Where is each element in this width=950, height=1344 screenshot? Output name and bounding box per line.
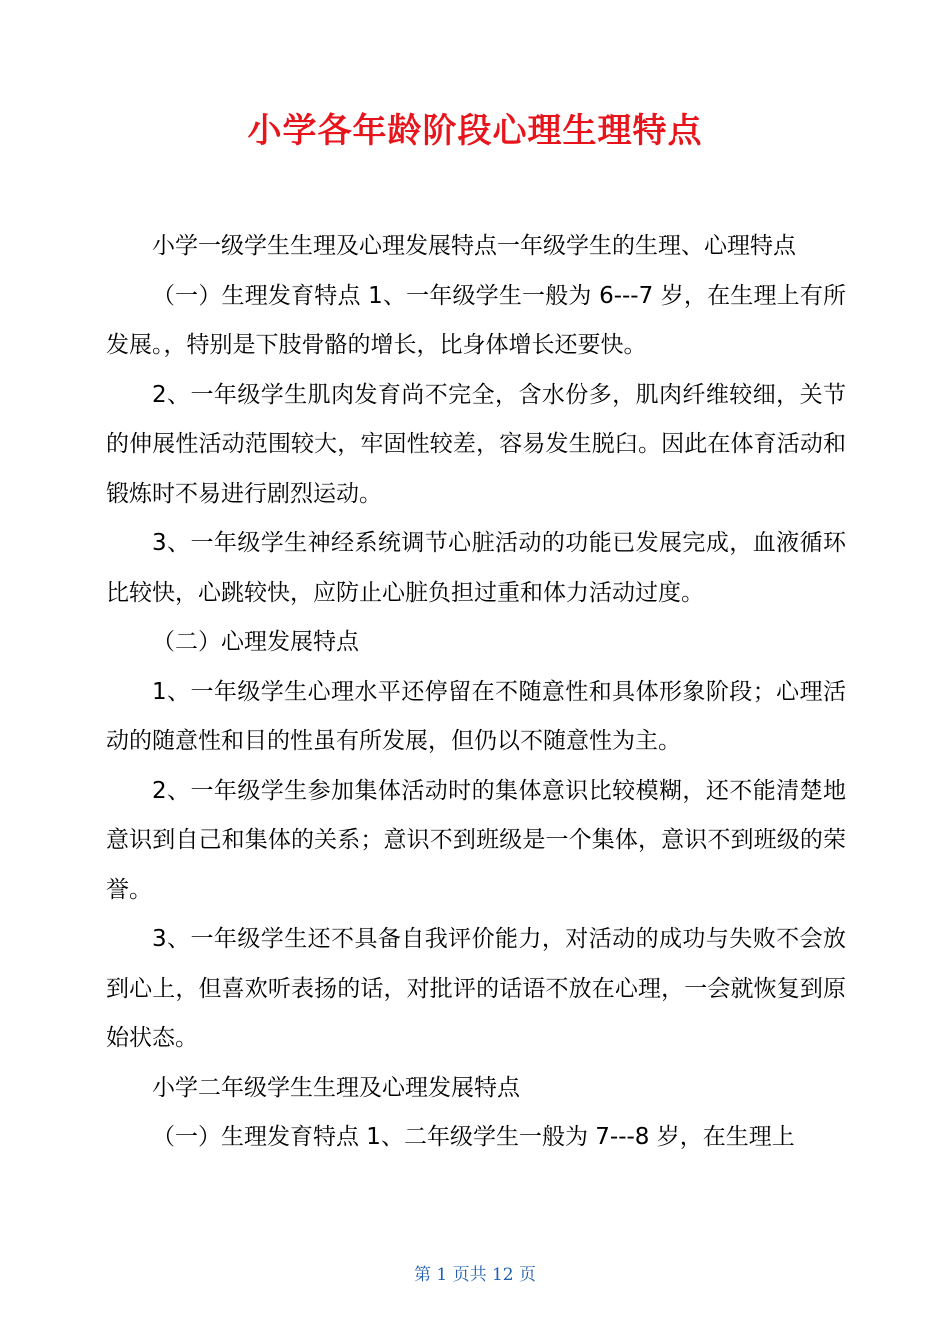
paragraph-7: 2、一年级学生参加集体活动时的集体意识比较模糊，还不能清楚地意识到自己和集体的关系；意识不到班级是一个集体，意识不到班级的荣誉。 [106,777,846,903]
paragraph-6: 1、一年级学生心理水平还停留在不随意性和具体形象阶段；心理活动的随意性和目的性虽有所发展，但仍以不随意性为主。 [106,678,846,754]
paragraph-4: 3、一年级学生神经系统调节心脏活动的功能已发展完成，血液循环比较快，心跳较快，应防止心脏负担过重和体力活动过度。 [106,530,846,606]
document-title: 小学各年龄阶段心理生理特点 [247,111,703,151]
paragraph-2: （一）生理发育特点 1、一年级学生一般为 6---7 岁，在生理上有所发展。，特别是下肢骨骼的增长，比身体增长还要快。 [106,282,846,358]
document-body [106,222,846,1163]
paragraph-9: 小学二年级学生生理及心理发展特点 [152,1074,520,1101]
paragraph-8: 3、一年级学生还不具备自我评价能力，对活动的成功与失败不会放到心上，但喜欢听表扬的话，对批评的话语不放在心理，一会就恢复到原始状态。 [106,926,846,1051]
paragraph-3: 2、一年级学生肌肉发育尚不完全，含水份多，肌肉纤维较细，关节的伸展性活动范围较大，牢固性较差，容易发生脱臼。因此在体育活动和锻炼时不易进行剧烈运动。 [106,381,846,507]
page-footer: 第 1 页共 12 页 [413,1265,537,1285]
paragraph-5: （二）心理发展特点 [152,629,359,655]
paragraph-10: （一）生理发育特点 1、二年级学生一般为 7---8 岁，在生理上 [152,1124,795,1150]
paragraph-1: 小学一级学生生理及心理发展特点一年级学生的生理、心理特点 [152,233,796,259]
